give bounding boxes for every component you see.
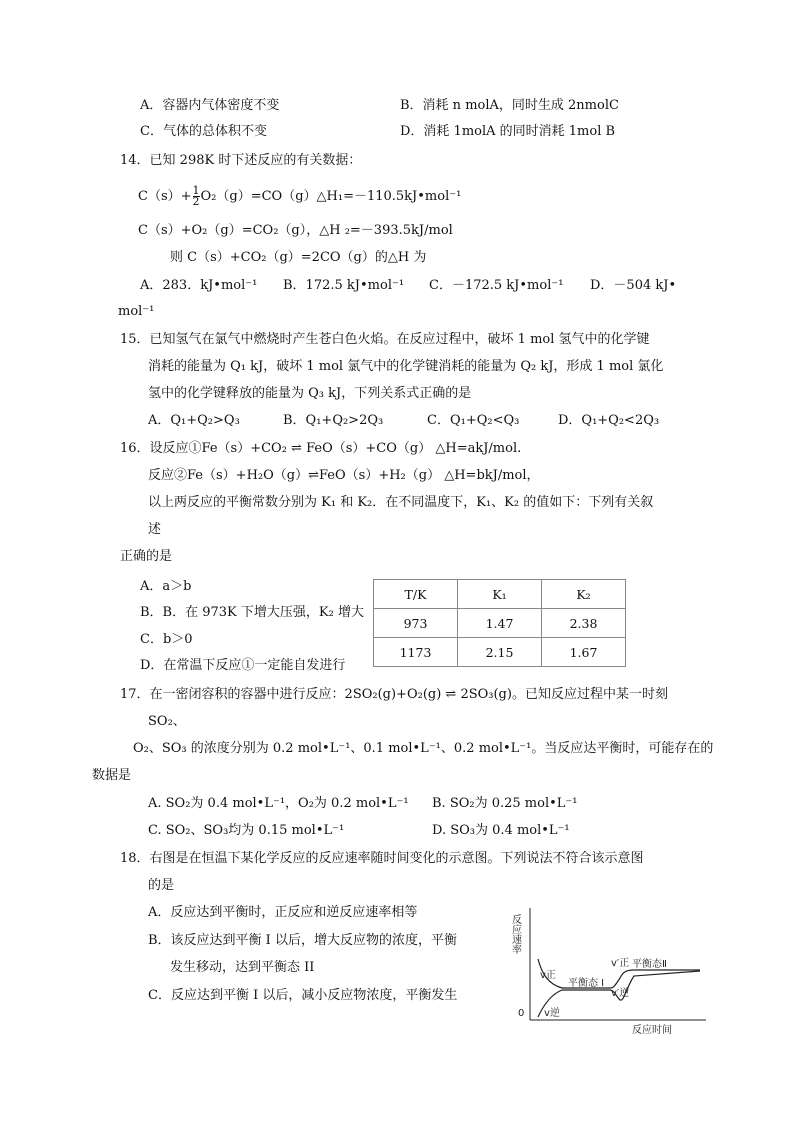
q15-option-d: D．Q₁+Q₂<2Q₃ bbox=[558, 413, 660, 428]
q14-equation-1 bbox=[138, 186, 461, 207]
q16-line-3: 以上两反应的平衡常数分别为 K₁ 和 K₂．在不同温度下，K₁、K₂ 的值如下：下列有关叙 bbox=[148, 495, 654, 510]
q15-option-a: A．Q₁+Q₂>Q₃ bbox=[148, 413, 240, 428]
q14-eq1-right: O₂（g）=CO（g）△H₁=－110.5kJ•mol⁻¹ bbox=[200, 189, 462, 204]
q17-line-4: 数据是 bbox=[92, 768, 132, 783]
q14-option-c: C．－172.5 kJ•mol⁻¹ bbox=[429, 278, 564, 293]
q13-option-c: C．气体的总体积不变 bbox=[140, 124, 267, 139]
table-cell: 1173 bbox=[374, 638, 458, 667]
q14-stem: 14．已知 298K 时下述反应的有关数据： bbox=[120, 153, 362, 168]
q14-option-d-continued: mol⁻¹ bbox=[118, 304, 155, 319]
table-row bbox=[374, 609, 626, 638]
q16-option-b: B．B．在 973K 下增大压强，K₂ 增大 bbox=[140, 605, 364, 620]
q16-line-5: 正确的是 bbox=[120, 549, 173, 564]
table-row bbox=[374, 638, 626, 667]
q17-line-3: O₂、SO₃ 的浓度分别为 0.2 mol•L⁻¹、0.1 mol•L⁻¹、0.2 mol•L⁻¹。当反应达平衡时，可能存在的 bbox=[133, 741, 714, 756]
table-header-row bbox=[374, 580, 626, 609]
q14-option-b: B．172.5 kJ•mol⁻¹ bbox=[283, 278, 405, 293]
fraction-denominator: 2 bbox=[192, 195, 200, 208]
equilibrium-constant-table bbox=[373, 579, 626, 667]
q17-option-b: B. SO₂为 0.25 mol•L⁻¹ bbox=[432, 796, 578, 811]
q14-eq1-left: C（s）+ bbox=[138, 189, 192, 204]
table-cell: 1.47 bbox=[458, 609, 542, 638]
q17-option-c: C. SO₂、SO₃均为 0.15 mol•L⁻¹ bbox=[148, 823, 345, 838]
q16-option-c: C．b＞0 bbox=[140, 632, 193, 647]
q18-option-a: A．反应达到平衡时，正反应和逆反应速率相等 bbox=[148, 905, 418, 920]
table-header-cell: T/K bbox=[374, 580, 458, 609]
y-axis-label: 反应速率 bbox=[510, 914, 521, 954]
q16-line-4: 述 bbox=[148, 522, 162, 537]
q17-option-d: D. SO₃为 0.4 mol•L⁻¹ bbox=[432, 823, 570, 838]
q16-option-a: A．a＞b bbox=[140, 579, 192, 594]
q18-option-b-line-2: 发生移动，达到平衡态 II bbox=[170, 960, 315, 975]
q18-line-1: 18．右图是在恒温下某化学反应的反应速率随时间变化的示意图。下列说法不符合该示意图 bbox=[120, 851, 644, 866]
q15-option-b: B．Q₁+Q₂>2Q₃ bbox=[283, 413, 384, 428]
table-cell: 973 bbox=[374, 609, 458, 638]
q15-line-1: 15．已知氢气在氯气中燃烧时产生苍白色火焰。在反应过程中，破坏 1 mol 氢气中的化学键 bbox=[120, 332, 650, 347]
v-reverse-label: v逆 bbox=[544, 1008, 560, 1019]
table-cell: 2.15 bbox=[458, 638, 542, 667]
fraction-numerator: 1 bbox=[192, 184, 200, 197]
v-reverse-prime-label: v′逆 bbox=[611, 988, 630, 999]
equilibrium-state-2-label: 平衡态Ⅱ bbox=[632, 959, 667, 970]
q17-line-2: SO₂、 bbox=[148, 714, 186, 729]
q16-option-d: D．在常温下反应①一定能自发进行 bbox=[140, 658, 346, 673]
table-header-cell: K₁ bbox=[458, 580, 542, 609]
q13-option-a: A．容器内气体密度不变 bbox=[140, 98, 280, 113]
one-half-fraction bbox=[193, 186, 200, 207]
table-cell: 1.67 bbox=[542, 638, 626, 667]
q18-option-c: C．反应达到平衡 I 以后，减小反应物浓度，平衡发生 bbox=[148, 988, 458, 1003]
q15-option-c: C．Q₁+Q₂<Q₃ bbox=[427, 413, 520, 428]
table-header-cell: K₂ bbox=[542, 580, 626, 609]
q15-line-2: 消耗的能量为 Q₁ kJ，破坏 1 mol 氯气中的化学键消耗的能量为 Q₂ kJ，形成 1 mol 氯化 bbox=[148, 359, 664, 374]
q14-equation-2: C（s）+O₂（g）=CO₂（g），△H ₂=－393.5kJ/mol bbox=[138, 223, 453, 238]
q18-option-b-line-1: B．该反应达到平衡 I 以后，增大反应物的浓度，平衡 bbox=[148, 933, 457, 948]
equilibrium-state-1-label: 平衡态 I bbox=[568, 978, 605, 989]
q17-line-1: 17．在一密闭容积的容器中进行反应：2SO₂(g)+O₂(g) ⇌ 2SO₃(g)。已知反应过程中某一时刻 bbox=[120, 687, 668, 702]
q18-line-2: 的是 bbox=[148, 878, 175, 893]
q13-option-b: B．消耗 n molA，同时生成 2nmolC bbox=[400, 98, 619, 113]
q14-option-a: A．283．kJ•mol⁻¹ bbox=[140, 278, 258, 293]
q16-line-1: 16．设反应①Fe（s）+CO₂ ⇌ FeO（s）+CO（g） △H=akJ/mol. bbox=[120, 441, 522, 456]
x-axis-label: 反应时间 bbox=[632, 1025, 672, 1036]
origin-label: 0 bbox=[518, 1008, 525, 1019]
q13-option-d: D．消耗 1molA 的同时消耗 1mol B bbox=[400, 124, 616, 139]
reaction-rate-time-graph bbox=[510, 904, 710, 1044]
q14-question: 则 C（s）+CO₂（g）=2CO（g）的△H 为 bbox=[170, 250, 427, 265]
q17-option-a: A. SO₂为 0.4 mol•L⁻¹，O₂为 0.2 mol•L⁻¹ bbox=[148, 796, 409, 811]
q14-option-d: D．－504 kJ• bbox=[590, 278, 677, 293]
v-forward-label: v正 bbox=[540, 970, 556, 981]
q15-line-3: 氢中的化学键释放的能量为 Q₃ kJ，下列关系式正确的是 bbox=[148, 386, 472, 401]
q16-line-2: 反应②Fe（s）+H₂O（g）⇌FeO（s）+H₂（g） △H=bkJ/mol， bbox=[148, 468, 540, 483]
v-forward-prime-label: v′正 bbox=[611, 958, 630, 969]
table-cell: 2.38 bbox=[542, 609, 626, 638]
